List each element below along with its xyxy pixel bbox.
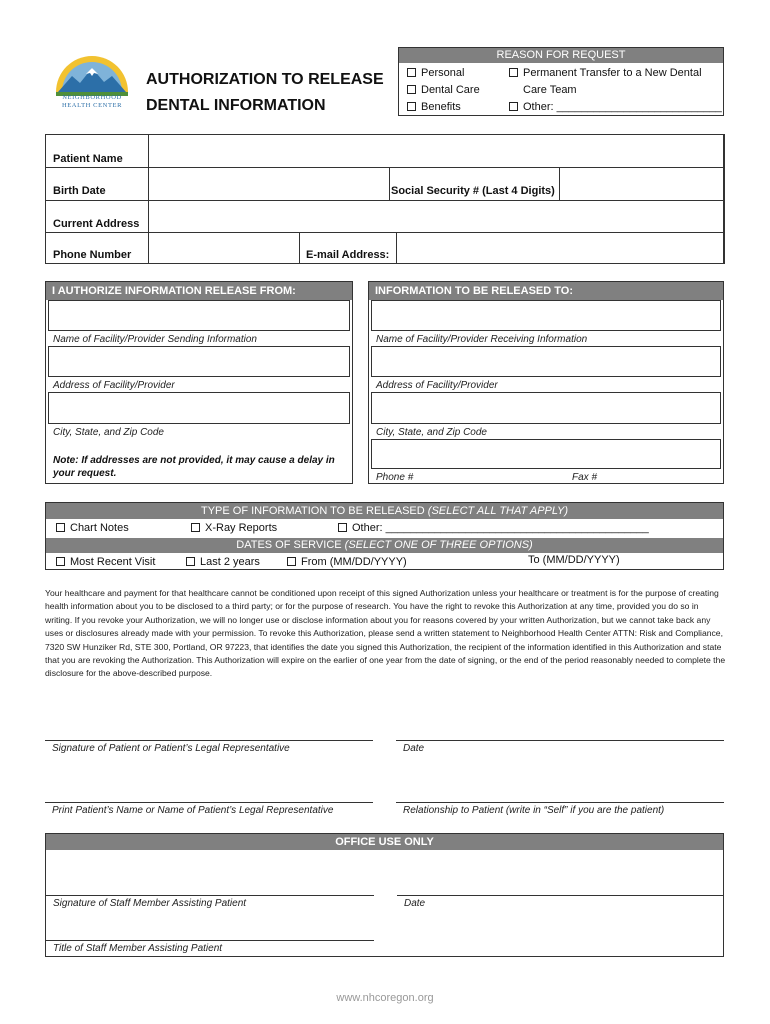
sending-facility-city-caption: City, State, and Zip Code (53, 427, 164, 438)
print-name-line[interactable] (45, 802, 373, 803)
patient-info-table (45, 134, 724, 264)
patient-date-caption: Date (403, 743, 425, 754)
footer-url: www.nhcoregon.org (336, 992, 434, 1004)
patient-name-label: Patient Name (53, 153, 123, 165)
chart-notes-option[interactable]: Chart Notes (56, 522, 129, 534)
receiving-facility-phone-fax-field[interactable] (371, 439, 721, 469)
fax-caption: Fax # (572, 472, 598, 483)
release-to-heading: INFORMATION TO BE RELEASED TO: (369, 282, 723, 300)
phone-number-field[interactable] (148, 232, 300, 264)
ssn-field[interactable] (559, 167, 725, 201)
checkbox-icon[interactable] (509, 102, 518, 111)
current-address-field[interactable] (148, 200, 725, 233)
page-title-line1: AUTHORIZATION TO RELEASE (146, 71, 384, 88)
birth-date-label: Birth Date (53, 185, 106, 197)
sending-facility-name-field[interactable] (48, 300, 350, 331)
birth-date-field[interactable] (148, 167, 390, 201)
checkbox-icon[interactable] (407, 85, 416, 94)
checkbox-icon[interactable] (407, 68, 416, 77)
info-type-box (45, 502, 724, 570)
staff-date-line[interactable] (397, 895, 723, 896)
checkbox-icon[interactable] (287, 557, 296, 566)
reason-box (398, 47, 724, 116)
reason-dental-care[interactable]: Dental Care (407, 84, 480, 96)
staff-signature-caption: Signature of Staff Member Assisting Patient (53, 898, 247, 909)
email-field[interactable] (396, 232, 725, 264)
receiving-facility-address-field[interactable] (371, 346, 721, 377)
checkbox-icon[interactable] (509, 68, 518, 77)
logo-text-line1: NEIGHBORHOOD (62, 94, 122, 101)
office-use-box (45, 833, 724, 957)
page-title-line2: DENTAL INFORMATION (146, 97, 326, 114)
patient-date-line[interactable] (396, 740, 724, 741)
sending-facility-address-caption: Address of Facility/Provider (53, 380, 175, 391)
staff-title-caption: Title of Staff Member Assisting Patient (53, 943, 223, 954)
reason-other[interactable]: Other: ___________________________ (509, 101, 722, 113)
ssn-label: Social Security # (Last 4 Digits) (391, 185, 555, 197)
reason-benefits[interactable]: Benefits (407, 101, 461, 113)
to-date-label: To (MM/DD/YYYY) (528, 554, 620, 566)
reason-transfer[interactable]: Permanent Transfer to a New Dental (509, 67, 723, 79)
release-from-box (45, 281, 353, 484)
checkbox-icon[interactable] (56, 557, 65, 566)
checkbox-icon[interactable] (338, 523, 347, 532)
receiving-facility-address-caption: Address of Facility/Provider (376, 380, 498, 391)
logo (50, 52, 134, 112)
email-label: E-mail Address: (306, 249, 390, 261)
last-2-years-option[interactable]: Last 2 years (186, 556, 260, 568)
sending-facility-address-field[interactable] (48, 346, 350, 377)
current-address-label: Current Address (53, 218, 140, 230)
staff-date-caption: Date (404, 898, 426, 909)
print-name-caption: Print Patient’s Name or Name of Patient’s Legal Representative (52, 805, 334, 816)
receiving-facility-city-field[interactable] (371, 392, 721, 424)
checkbox-icon[interactable] (186, 557, 195, 566)
receiving-facility-name-field[interactable] (371, 300, 721, 331)
other-info-option[interactable]: Other: ___________________________________________ (338, 522, 649, 534)
receiving-facility-city-caption: City, State, and Zip Code (376, 427, 487, 438)
checkbox-icon[interactable] (56, 523, 65, 532)
most-recent-visit-option[interactable]: Most Recent Visit (56, 556, 155, 568)
release-from-heading: I AUTHORIZE INFORMATION RELEASE FROM: (46, 282, 352, 300)
patient-name-field[interactable] (148, 134, 725, 168)
address-note: Note: If addresses are not provided, it may cause a delay in your request. (53, 455, 335, 479)
patient-signature-line[interactable] (45, 740, 373, 741)
release-to-box (368, 281, 724, 484)
checkbox-icon[interactable] (407, 102, 416, 111)
sending-facility-name-caption: Name of Facility/Provider Sending Information (53, 334, 257, 345)
relationship-line[interactable] (396, 802, 724, 803)
relationship-caption: Relationship to Patient (write in “Self” if you are the patient) (403, 805, 665, 816)
reason-personal[interactable]: Personal (407, 67, 464, 79)
from-date-option[interactable]: From (MM/DD/YYYY) (287, 556, 407, 568)
staff-title-line[interactable] (46, 940, 374, 941)
xray-option[interactable]: X-Ray Reports (191, 522, 277, 534)
sending-facility-city-field[interactable] (48, 392, 350, 424)
reason-heading: REASON FOR REQUEST (399, 48, 723, 63)
office-use-heading: OFFICE USE ONLY (46, 834, 723, 850)
reason-transfer-line2: Care Team (523, 84, 577, 96)
phone-caption: Phone # (376, 472, 414, 483)
dates-heading: DATES OF SERVICE (SELECT ONE OF THREE OPTIONS) (46, 538, 723, 553)
patient-signature-caption: Signature of Patient or Patient’s Legal Representative (52, 743, 290, 754)
receiving-facility-name-caption: Name of Facility/Provider Receiving Information (376, 334, 588, 345)
info-type-heading: TYPE OF INFORMATION TO BE RELEASED (SELECT ALL THAT APPLY) (46, 503, 723, 519)
legal-text: Your healthcare and payment for that healthcare cannot be conditioned upon receipt of this signed Authorization unless your healthcare or treatment is for the purpose of creating health information about you to be disclosed to a third party; or for the purpose of research. You have the right to revoke this Authorization at any time, provided you do so in writing. If you revoke your Authorization, we will no longer use or disclose information about you for reasons covered by your written Authorization, but we cannot take back any uses or disclosures already made with your permission. To revoke this Authorization, please send a written statement to Neighborhood Health Center ATTN: Risk and Compliance, 7320 SW Hunziker Rd, STE 300, Portland, OR 97223, that identifies the date you signed this Authorization, the recipient of the information identified in this Authorization and state that you are revoking the Authorization. This Authorization will expire on the earlier of one year from the date of signing, or the end of the period reasonably needed to complete the disclosure for the above-described purpose. (45, 588, 726, 679)
logo-text-line2: HEALTH CENTER (61, 102, 123, 109)
page-title (146, 67, 396, 119)
checkbox-icon[interactable] (191, 523, 200, 532)
staff-signature-line[interactable] (46, 895, 374, 896)
phone-number-label: Phone Number (53, 249, 132, 261)
